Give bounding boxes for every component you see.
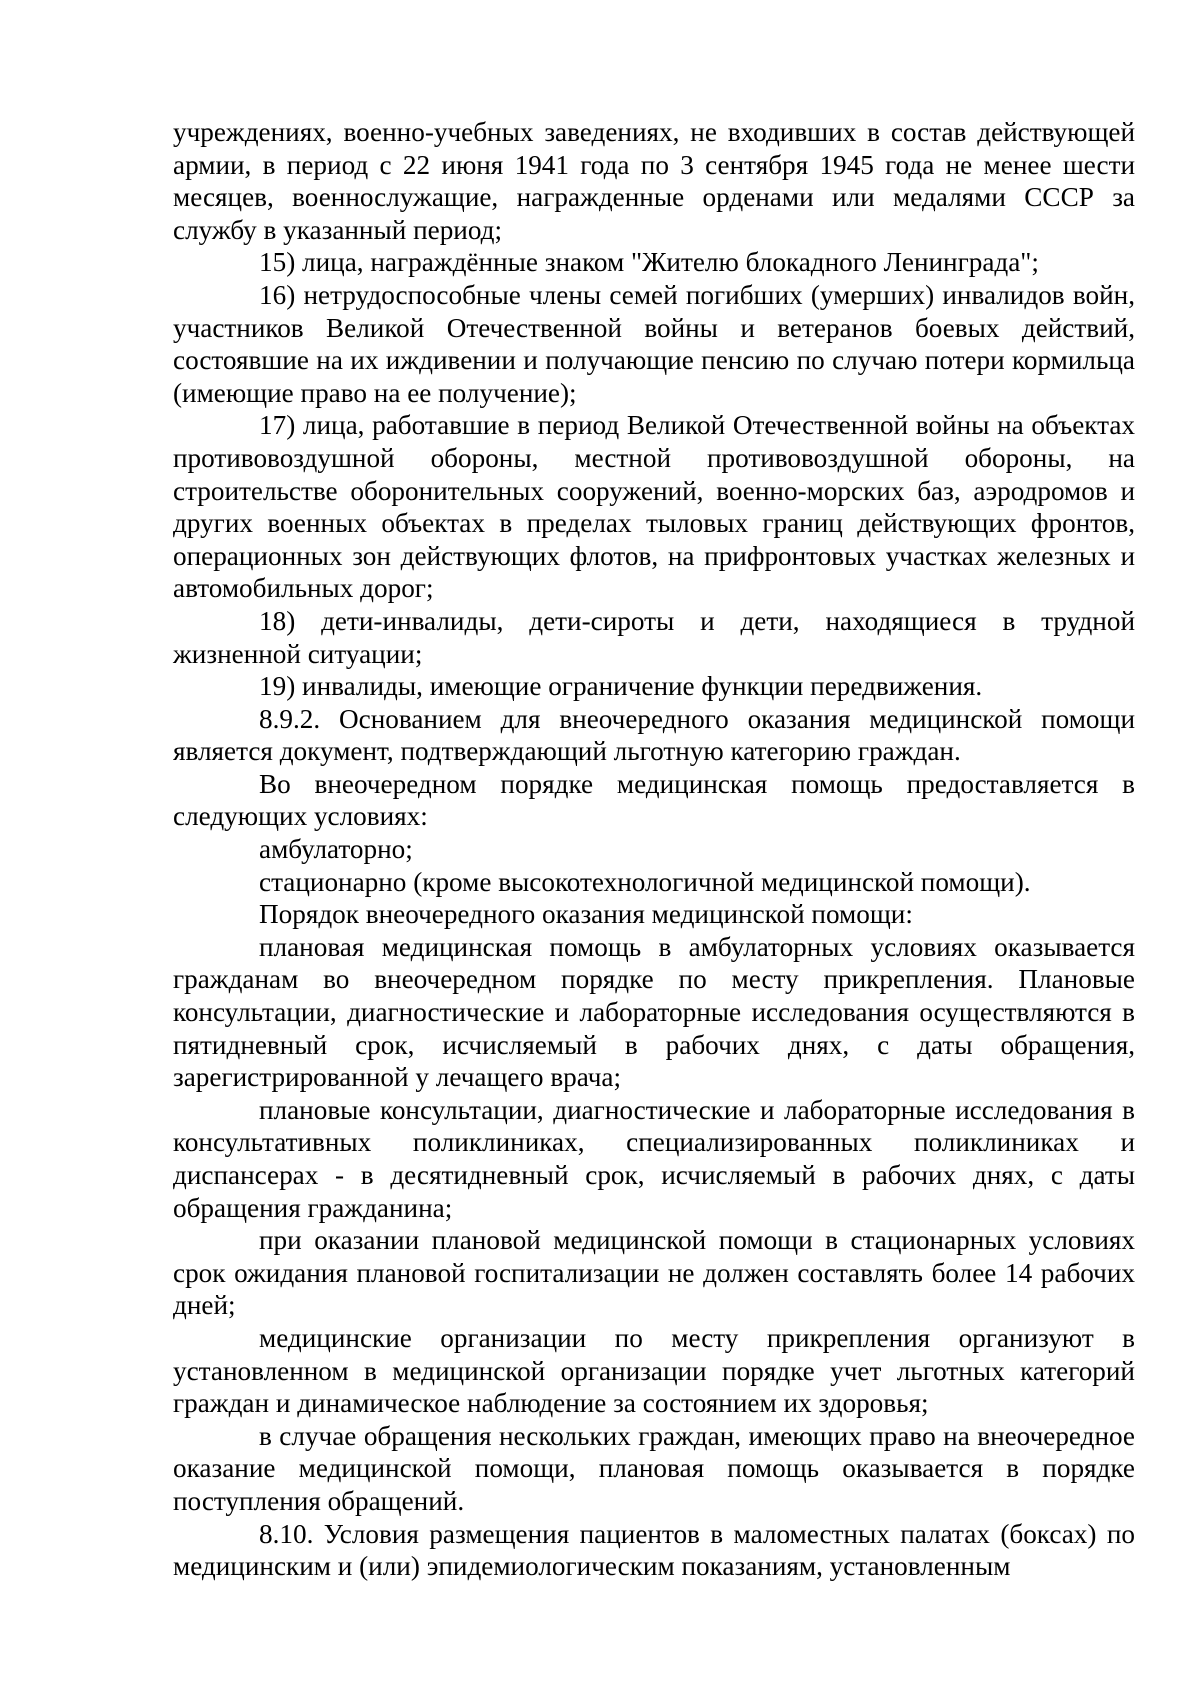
- paragraph-planned-outpatient: плановая медицинская помощь в амбулаторных условиях оказывается гражданам во внеочередном порядке по месту прикрепления. Плановые консультации, диагностические и лабораторные исследования осуществляются в пятидневный срок, исчисляемый в рабочих днях, с даты обращения, зарегистрированной у лечащего врача;: [173, 931, 1135, 1093]
- paragraph-planned-consultations: плановые консультации, диагностические и лабораторные исследования в консультативных поликлиниках, специализированных поликлиниках и диспансерах - в десятидневный срок, исчисляемый в рабочих днях, с даты обращения гражданина;: [173, 1094, 1135, 1223]
- paragraph-item-15: 15) лица, награждённые знаком "Жителю блокадного Ленинграда";: [259, 247, 1039, 278]
- paragraph-continuation: учреждениях, военно-учебных заведениях, не входивших в состав действующей армии, в период с 22 июня 1941 года по 3 сентября 1945 года не менее шести месяцев, военнослужащие, награжденные орденами или медалями СССР за службу в указанный период;: [173, 117, 1135, 245]
- paragraph-inpatient: стационарно (кроме высокотехнологичной медицинской помощи).: [259, 866, 1031, 897]
- paragraph-registration: медицинские организации по месту прикрепления организуют в установленном в медицинской организации порядке учет льготных категорий граждан и динамическое наблюдение за состоянием их здоровья;: [173, 1322, 1135, 1419]
- paragraph-planned-inpatient: при оказании плановой медицинской помощи в стационарных условиях срок ожидания плановой госпитализации не должен составлять более 14 рабочих дней;: [173, 1225, 1135, 1321]
- paragraph-item-19: 19) инвалиды, имеющие ограничение функции передвижения.: [259, 671, 983, 702]
- paragraph-8-9-2: 8.9.2. Основанием для внеочередного оказания медицинской помощи является документ, подтверждающий льготную категорию граждан.: [173, 703, 1135, 767]
- paragraph-multiple-citizens: в случае обращения нескольких граждан, имеющих право на внеочередное оказание медицинской помощи, плановая помощь оказывается в порядке поступления обращений.: [173, 1420, 1135, 1516]
- paragraph-outpatient: амбулаторно;: [259, 834, 413, 865]
- document-body: [173, 116, 1135, 1583]
- paragraph-item-16: 16) нетрудоспособные члены семей погибших (умерших) инвалидов войн, участников Великой Отечественной войны и ветеранов боевых действий, состоявшие на их иждивении и получающие пенсию по случаю потери кормильца (имеющие право на ее получение);: [173, 279, 1135, 408]
- paragraph-item-18: 18) дети-инвалиды, дети-сироты и дети, находящиеся в трудной жизненной ситуации;: [173, 605, 1135, 669]
- paragraph-item-17: 17) лица, работавшие в период Великой Отечественной войны на объектах противовоздушной обороны, местной противовоздушной обороны, на строительстве оборонительных сооружений, военно-морских баз, аэродромов и других военных объектах в пределах тыловых границ действующих фронтов, операционных зон действующих флотов, на прифронтовых участках железных и автомобильных дорог;: [173, 410, 1135, 604]
- paragraph-procedure-intro: Порядок внеочередного оказания медицинской помощи:: [259, 899, 913, 930]
- paragraph-8-10: 8.10. Условия размещения пациентов в маломестных палатах (боксах) по медицинским и (или) эпидемиологическим показаниям, установленным: [173, 1518, 1135, 1582]
- paragraph-conditions-intro: Во внеочередном порядке медицинская помощь предоставляется в следующих условиях:: [173, 768, 1135, 832]
